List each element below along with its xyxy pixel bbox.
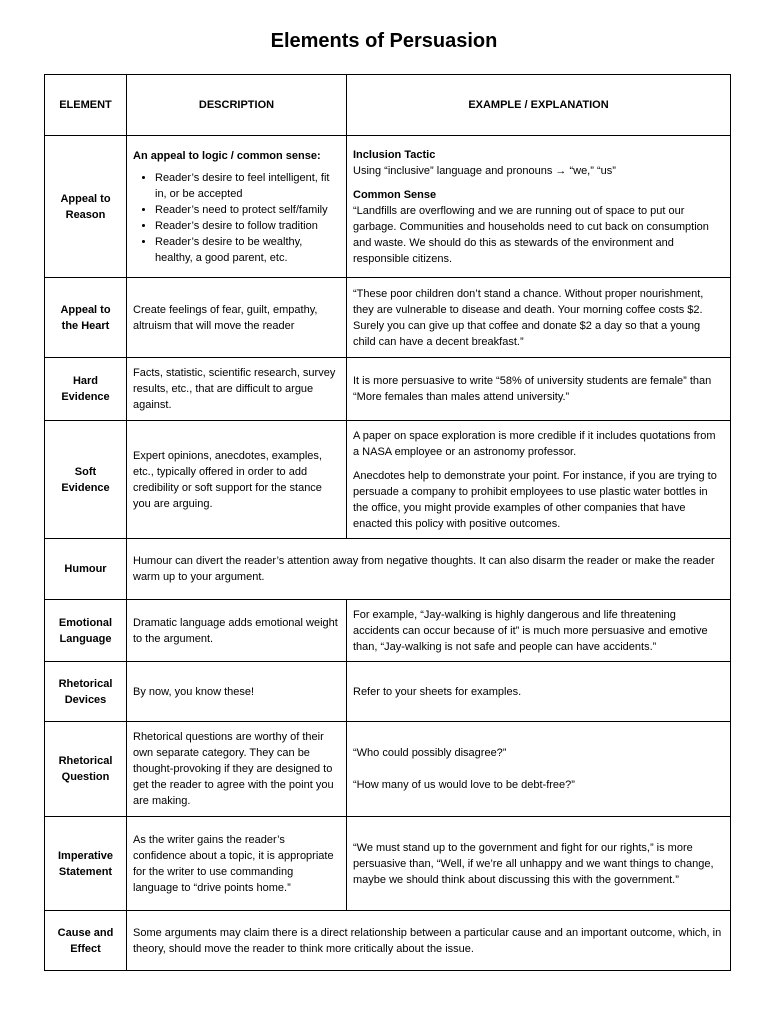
element-cell: Rhetorical Devices (45, 662, 127, 722)
description-cell: Dramatic language adds emotional weight to the argument. (127, 600, 347, 662)
table-row (45, 136, 731, 278)
table-row (45, 600, 731, 662)
example-text: “How many of us would love to be debt-free?” (353, 779, 575, 791)
example-text: A paper on space exploration is more credible if it includes quotations from a NASA employee or an astronomy professor. (353, 429, 716, 458)
header-example: EXAMPLE / EXPLANATION (347, 75, 731, 136)
element-cell: Emotional Language (45, 600, 127, 662)
bullet-item: • Reader’s desire to feel intelligent, fit in, or be accepted (155, 170, 340, 202)
description-cell: As the writer gains the reader’s confidence about a topic, it is appropriate for the writer to use commanding language to “drive points home.” (127, 817, 347, 911)
description-bullets (133, 170, 340, 266)
description-cell: Some arguments may claim there is a direct relationship between a particular cause and an important outcome, which, in theory, should move the reader to think more critically about the issue. (127, 911, 731, 971)
description-cell (127, 136, 347, 278)
element-cell: Humour (45, 539, 127, 600)
element-cell: Hard Evidence (45, 358, 127, 421)
header-element: ELEMENT (45, 75, 127, 136)
example-subheading: Common Sense (353, 188, 437, 201)
element-cell: Soft Evidence (45, 421, 127, 539)
table-row (45, 911, 731, 971)
example-text: “Landfills are overflowing and we are running out of space to put our garbage. Communities and households need to cut back on consumption and waste. We should do this as stewards of the environment and responsible citizens. (353, 204, 709, 265)
example-cell (347, 421, 731, 539)
table-row (45, 722, 731, 817)
example-cell: “These poor children don’t stand a chance. Without proper nourishment, they are vulnerable to disease and death. Your morning coffee costs $2. Surely you can give up that coffee and donate $2 a day so that a young child can have a decent breakfast.” (347, 278, 731, 358)
example-cell: Refer to your sheets for examples. (347, 662, 731, 722)
example-text: Using “inclusive” language and pronouns → “we,” “us” (353, 164, 616, 177)
description-cell: Create feelings of fear, guilt, empathy, altruism that will move the reader (127, 278, 347, 358)
element-cell: Rhetorical Question (45, 722, 127, 817)
example-cell: It is more persuasive to write “58% of university students are female” than “More females than males attend university.” (347, 358, 731, 421)
example-text: Anecdotes help to demonstrate your point. For instance, if you are trying to persuade a company to prohibit employees to use plastic water bottles in the office, you might provide examples of other companies that have enacted this policy with positive outcomes. (353, 469, 717, 530)
bullet-item: • Reader’s desire to follow tradition (155, 218, 340, 234)
description-cell: Expert opinions, anecdotes, examples, etc., typically offered in order to add credibility or soft support for the stance you are arguing. (127, 421, 347, 539)
example-cell: “We must stand up to the government and fight for our rights,” is more persuasive than, “Well, if we’re all unhappy and we want things to change, maybe we should think about discussing this with the government.” (347, 817, 731, 911)
description-cell: Humour can divert the reader’s attention away from negative thoughts. It can also disarm the reader or make the reader warm up to your argument. (127, 539, 731, 600)
bullet-item: • Reader’s desire to be wealthy, healthy, a good parent, etc. (155, 234, 340, 266)
element-cell: Appeal to Reason (45, 136, 127, 278)
example-cell: For example, “Jay-walking is highly dangerous and life threatening accidents can occur because of it” is much more persuasive and emotive than, “Jay-walking is not safe and people can have accidents.” (347, 600, 731, 662)
example-text: “Who could possibly disagree?” (353, 747, 507, 759)
description-cell: By now, you know these! (127, 662, 347, 722)
table-row (45, 358, 731, 421)
element-cell: Cause and Effect (45, 911, 127, 971)
bullet-item: • Reader’s need to protect self/family (155, 202, 340, 218)
header-description: DESCRIPTION (127, 75, 347, 136)
page-title: Elements of Persuasion (270, 30, 498, 52)
element-cell: Imperative Statement (45, 817, 127, 911)
table-header-row (45, 75, 731, 136)
description-cell: Rhetorical questions are worthy of their own separate category. They can be thought-provoking if they are designed to get the reader to agree with the point you are making. (127, 722, 347, 817)
table-row (45, 539, 731, 600)
example-cell (347, 136, 731, 278)
table-row (45, 662, 731, 722)
table-row (45, 817, 731, 911)
persuasion-table (44, 74, 731, 971)
table-row (45, 421, 731, 539)
element-cell: Appeal to the Heart (45, 278, 127, 358)
example-subheading: Inclusion Tactic (353, 148, 436, 161)
description-cell: Facts, statistic, scientific research, survey results, etc., that are difficult to argue against. (127, 358, 347, 421)
example-cell (347, 722, 731, 817)
table-row (45, 278, 731, 358)
description-intro: An appeal to logic / common sense: (133, 149, 321, 162)
